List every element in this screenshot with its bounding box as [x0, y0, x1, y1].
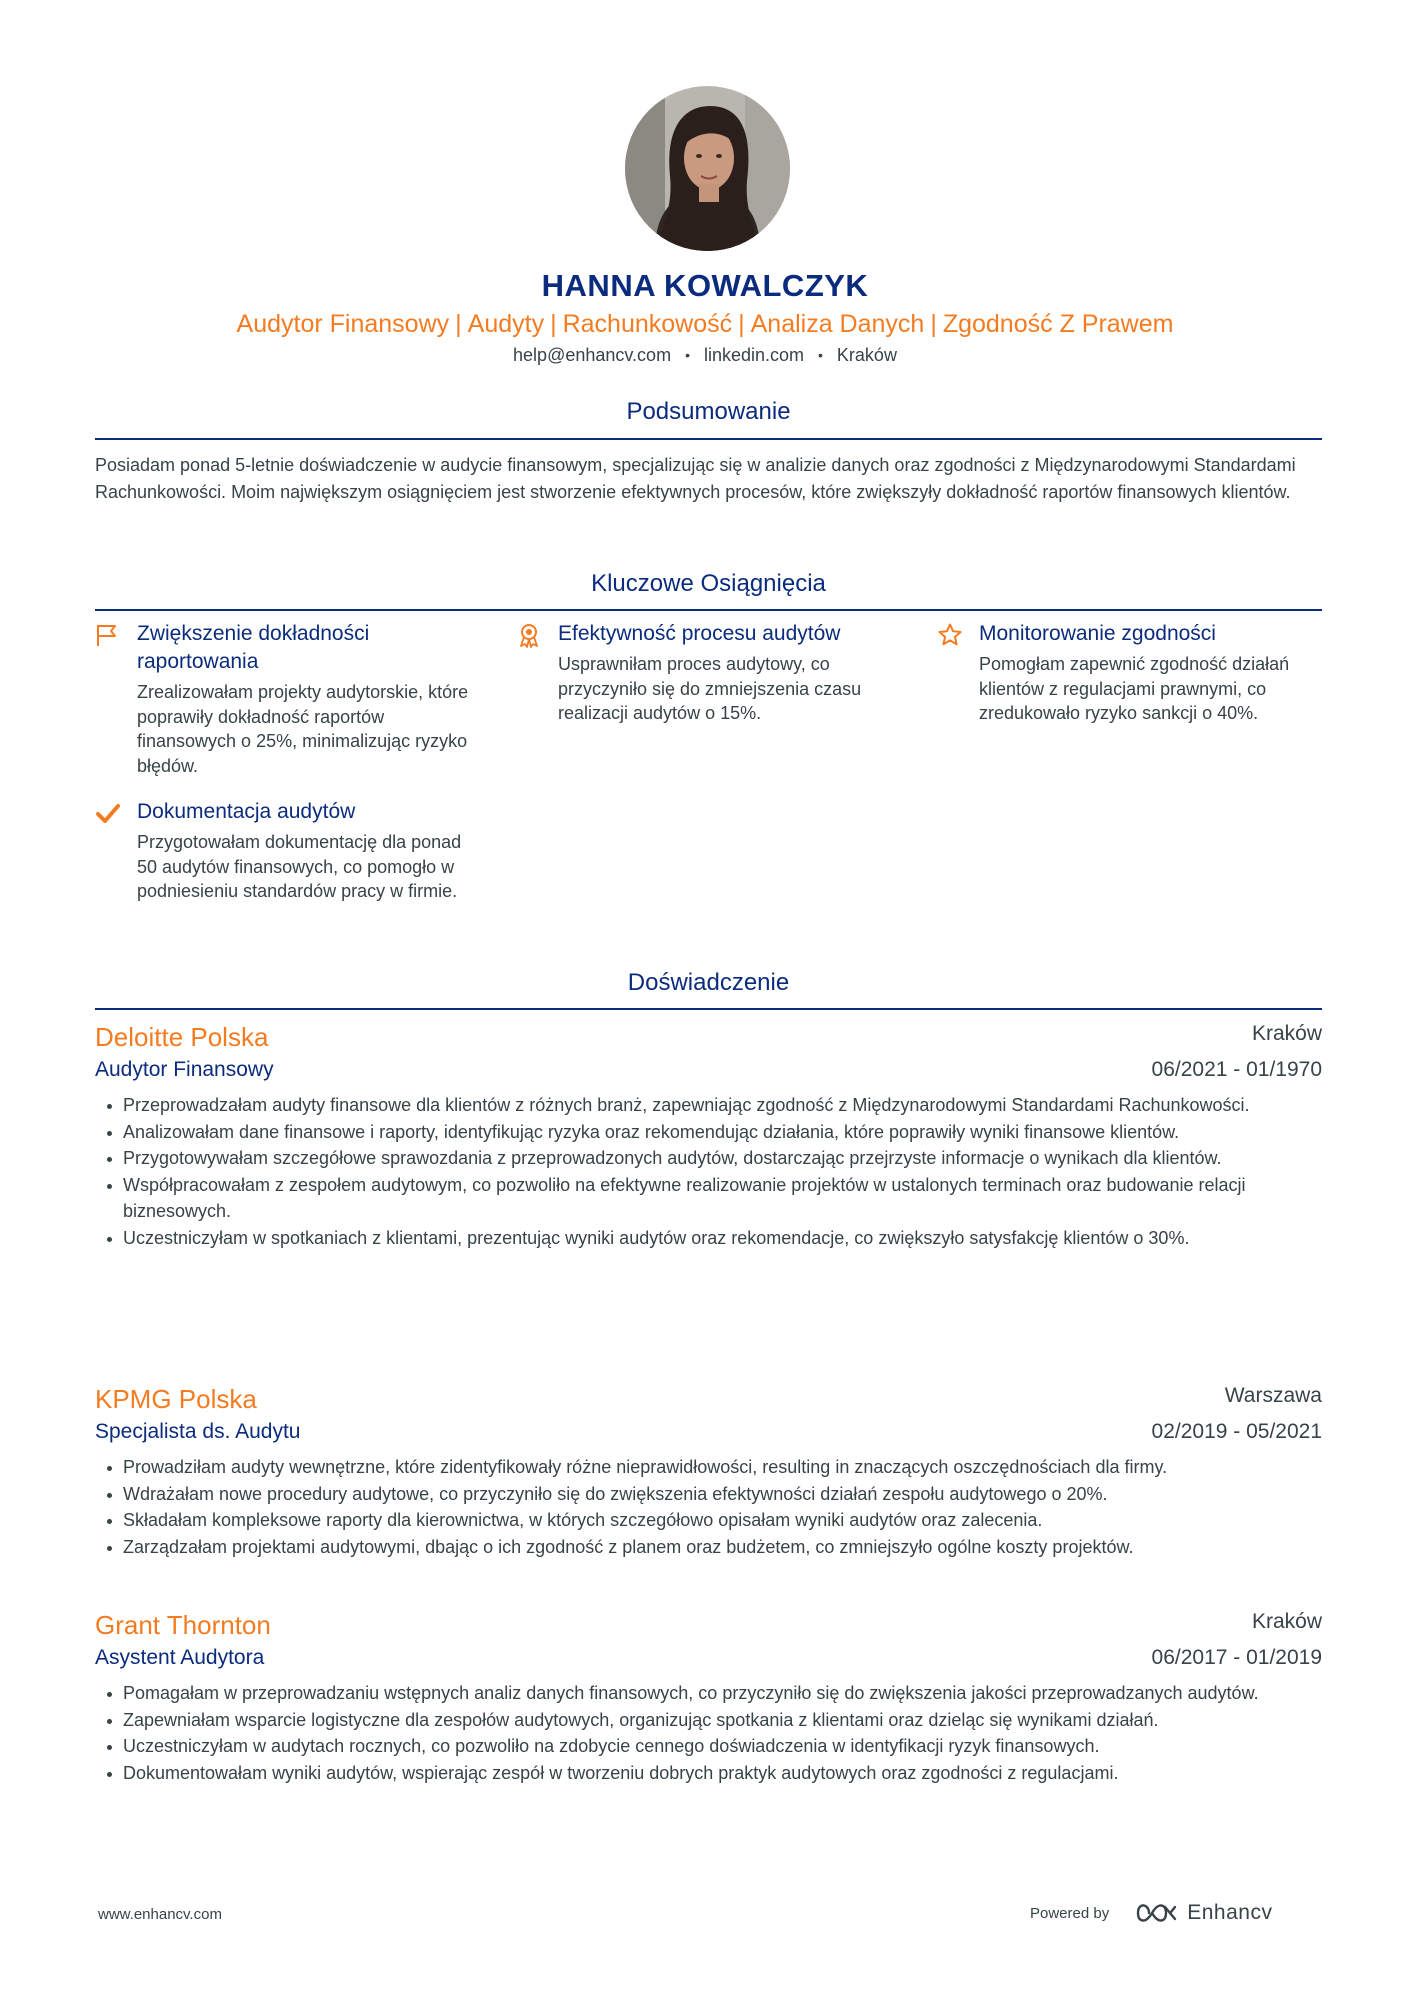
- achievement-description: Zrealizowałam projekty audytorskie, które poprawiły dokładność raportów finansowych o 25%, minimalizując ryzyko błędów.: [137, 682, 469, 776]
- achievement-description: Przygotowałam dokumentację dla ponad 50 audytów finansowych, co pomogło w podniesieniu standardów pracy w firmie.: [137, 832, 462, 901]
- brand-name: Enhancv: [1187, 1901, 1273, 1924]
- job-role: Audytor Finansowy: [95, 1058, 274, 1081]
- bullet-item: Składałam kompleksowe raporty dla kierownictwa, w których szczegółowo opisałam wyniki audytów oraz zalecenia.: [95, 1507, 1322, 1534]
- achievement-description: Usprawniłam proces audytowy, co przyczyniło się do zmniejszenia czasu realizacji audytów o 15%.: [558, 654, 862, 723]
- headline-item: Audytor Finansowy: [236, 310, 450, 338]
- job-dates: 06/2021 - 01/1970: [1151, 1058, 1322, 1081]
- achievement-item: [516, 620, 896, 726]
- job-location: Warszawa: [1224, 1384, 1322, 1407]
- headline-separator: |: [550, 310, 557, 338]
- company-name: Deloitte Polska: [95, 1022, 269, 1052]
- profile-photo: [625, 86, 790, 251]
- bullet-item: Przygotowywałam szczegółowe sprawozdania z przeprowadzonych audytów, dostarczając przejrzyste informacje o wynikach dla klientów.: [95, 1145, 1322, 1172]
- footer-website-link[interactable]: www.enhancv.com: [98, 1906, 222, 1923]
- flag-icon: [95, 622, 121, 648]
- award-icon: [516, 622, 542, 648]
- star-icon: [937, 622, 963, 648]
- job-entry: [95, 1610, 1322, 1786]
- avatar-image: [625, 86, 790, 251]
- achievements-section-title: Kluczowe Osiągnięcia: [591, 570, 826, 597]
- bullet-item: Zarządzałam projektami audytowymi, dbając o ich zgodność z planem oraz budżetem, co zmniejszyło ogólne koszty projektów.: [95, 1534, 1322, 1561]
- contact-info: [0, 345, 1410, 366]
- headline-separator: |: [455, 310, 462, 338]
- bullet-item: Wdrażałam nowe procedury audytowe, co przyczyniło się do zwiększenia efektywności działań zespołu audytowego o 20%.: [95, 1481, 1322, 1508]
- bullet-item: Współpracowałam z zespołem audytowym, co pozwoliło na efektywne realizowanie projektów w ustalonych terminach oraz budowanie relacji biznesowych.: [95, 1172, 1322, 1225]
- headline: [0, 310, 1410, 339]
- bullet-item: Zapewniałam wsparcie logistyczne dla zespołów audytowych, organizując spotkania z klientami oraz dzieląc się wynikami działań.: [95, 1707, 1322, 1734]
- achievement-item: [95, 620, 475, 778]
- achievement-title: Efektywność procesu audytów: [558, 622, 841, 645]
- job-location: Kraków: [1251, 1610, 1322, 1633]
- experience-section-title: Doświadczenie: [627, 969, 790, 996]
- contact-separator: •: [818, 347, 823, 363]
- bullet-item: Prowadziłam audyty wewnętrzne, które zidentyfikowały różne nieprawidłowości, resulting in znaczących oszczędnościach dla firmy.: [95, 1454, 1322, 1481]
- headline-separator: |: [930, 310, 937, 338]
- achievement-description: Pomogłam zapewnić zgodność działań klientów z regulacjami prawnymi, co zredukowało ryzyko sankcji o 40%.: [979, 654, 1290, 723]
- job-role: Specjalista ds. Audytu: [95, 1420, 301, 1443]
- headline-item: Zgodność Z Prawem: [942, 310, 1174, 338]
- email-link[interactable]: help@enhancv.com: [513, 345, 672, 365]
- job-bullets: [95, 1680, 1322, 1786]
- job-bullets: [95, 1454, 1322, 1560]
- job-dates: 02/2019 - 05/2021: [1151, 1420, 1322, 1443]
- summary-section-title: Podsumowanie: [626, 398, 791, 425]
- achievement-title: Zwiększenie dokładności raportowania: [137, 622, 370, 673]
- bullet-item: Dokumentowałam wyniki audytów, wspierając zespół w tworzeniu dobrych praktyk audytowych oraz zgodności z regulacjami.: [95, 1760, 1322, 1787]
- job-location: Kraków: [1251, 1022, 1322, 1045]
- headline-item: Audyty: [467, 310, 545, 338]
- job-entry: [95, 1022, 1322, 1251]
- job-bullets: [95, 1092, 1322, 1251]
- achievement-item: [937, 620, 1317, 726]
- company-name: Grant Thornton: [95, 1610, 271, 1640]
- company-name: KPMG Polska: [95, 1384, 257, 1414]
- headline-separator: |: [738, 310, 745, 338]
- job-entry: [95, 1384, 1322, 1560]
- achievement-title: Dokumentacja audytów: [137, 800, 356, 823]
- section-divider: [95, 438, 1322, 440]
- checkmark-icon: [95, 800, 121, 826]
- job-role: Asystent Audytora: [95, 1646, 265, 1669]
- headline-item: Analiza Danych: [750, 310, 925, 338]
- section-divider: [95, 609, 1322, 611]
- bullet-item: Analizowałam dane finansowe i raporty, identyfikując ryzyka oraz rekomendując działania, które poprawiły wyniki finansowe klientów.: [95, 1119, 1322, 1146]
- enhancv-logo-icon: [1135, 1901, 1181, 1925]
- headline-item: Rachunkowość: [562, 310, 733, 338]
- summary-text: Posiadam ponad 5-letnie doświadczenie w audycie finansowym, specjalizując się w analizie danych oraz zgodności z Międzynarodowymi Standardami Rachunkowości. Moim największym osiągnięciem jest stworzenie efektywnych procesów, które zwiększyły dokładność raportów finansowych klientów.: [95, 455, 1296, 502]
- location-text: Kraków: [836, 345, 897, 365]
- linkedin-link[interactable]: linkedin.com: [703, 345, 805, 365]
- candidate-name: HANNA KOWALCZYK: [541, 268, 869, 303]
- footer-branding: [1030, 1898, 1272, 1928]
- powered-by-label: Powered by: [1030, 1904, 1110, 1922]
- achievement-title: Monitorowanie zgodności: [979, 622, 1216, 645]
- job-dates: 06/2017 - 01/2019: [1151, 1646, 1322, 1669]
- enhancv-logo[interactable]: [1135, 1901, 1272, 1925]
- bullet-item: Uczestniczyłam w spotkaniach z klientami, prezentując wyniki audytów oraz rekomendacje, co zwiększyło satysfakcję klientów o 30%.: [95, 1225, 1322, 1252]
- bullet-item: Uczestniczyłam w audytach rocznych, co pozwoliło na zdobycie cennego doświadczenia w identyfikacji ryzyk finansowych.: [95, 1733, 1322, 1760]
- bullet-item: Pomagałam w przeprowadzaniu wstępnych analiz danych finansowych, co przyczyniło się do zwiększenia jakości przeprowadzanych audytów.: [95, 1680, 1322, 1707]
- bullet-item: Przeprowadzałam audyty finansowe dla klientów z różnych branż, zapewniając zgodność z Międzynarodowymi Standardami Rachunkowości.: [95, 1092, 1322, 1119]
- contact-separator: •: [685, 347, 690, 363]
- section-divider: [95, 1008, 1322, 1010]
- achievement-item: [95, 798, 475, 904]
